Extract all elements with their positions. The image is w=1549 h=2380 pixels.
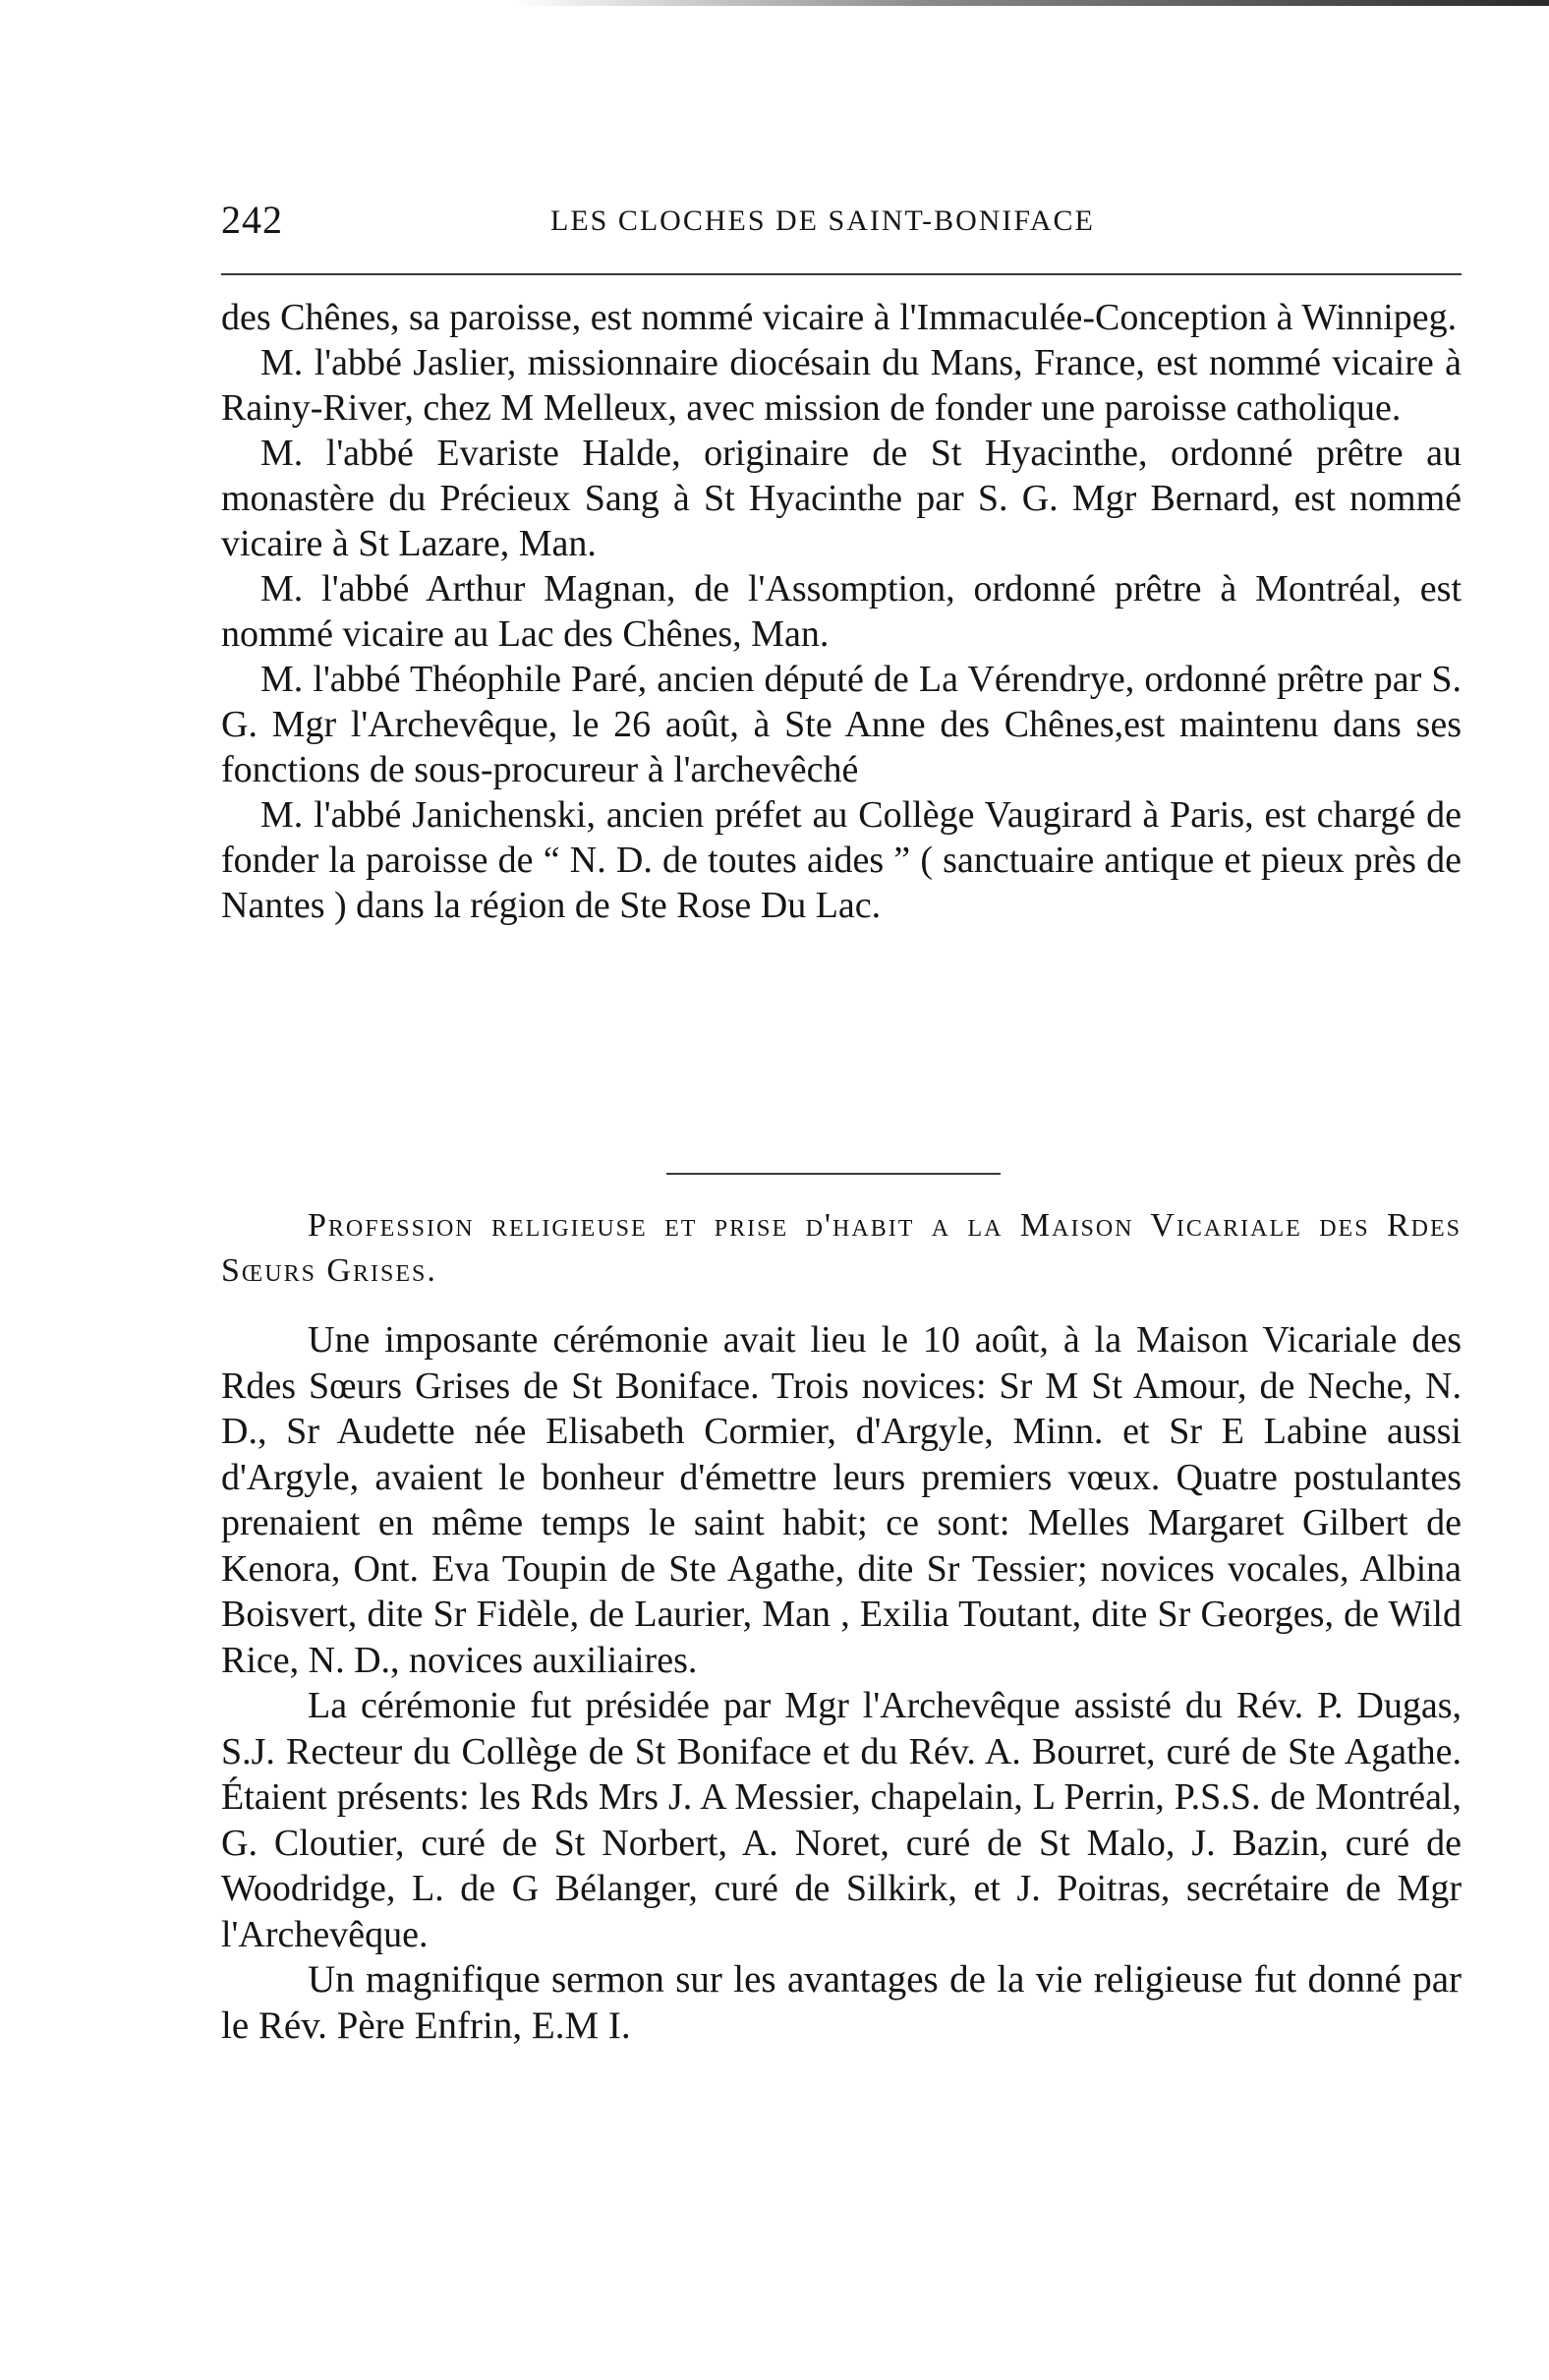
paragraph: M. l'abbé Janichenski, ancien préfet au Collège Vaugirard à Paris, est chargé de fonder la paroisse de “ N. D. de toutes aides ” ( sanctuaire antique et pieux près de Nantes ) dans la région de Ste Rose Du Lac. bbox=[221, 794, 1462, 926]
running-head: LES CLOCHES DE SAINT-BONIFACE bbox=[550, 204, 1095, 237]
paragraph: M. l'abbé Evariste Halde, originaire de St Hyacinthe, ordonné prêtre au monastère du Précieux Sang à St Hyacinthe par S. G. Mgr Bernard, est nommé vicaire à St Lazare, Man. bbox=[221, 433, 1462, 564]
section-title: Profession religieuse et prise d'habit a la Maison Vicariale des Rdes Sœurs Grises. bbox=[221, 1207, 1462, 1289]
page-header bbox=[221, 197, 1462, 256]
header-rule bbox=[221, 273, 1462, 275]
paragraph: Une imposante cérémonie avait lieu le 10 août, à la Maison Vicariale des Rdes Sœurs Grises de St Boniface. Trois novices: Sr M St Amour, de Neche, N. D., Sr Audette née Elisabeth Cormier, d'Argyle, Minn. et Sr E Labine aussi d'Argyle, avaient le bonheur d'émettre leurs premiers vœux. Quatre postulantes prenaient en même temps le saint habit; ce sont: Melles Margaret Gilbert de Kenora, Ont. Eva Toupin de Ste Agathe, dite Sr Tessier; novices vocales, Albina Boisvert, dite Sr Fidèle, de Laurier, Man , Exilia Toutant, dite Sr Georges, de Wild Rice, N. D., novices auxiliaires. bbox=[221, 1319, 1462, 1681]
paragraph: Un magnifique sermon sur les avantages de la vie religieuse fut donné par le Rév. Père Enfrin, E.M I. bbox=[221, 1958, 1462, 2047]
section-body bbox=[221, 1317, 1462, 2049]
section-divider bbox=[666, 1173, 1001, 1175]
paragraph: M. l'abbé Jaslier, missionnaire diocésain du Mans, France, est nommé vicaire à Rainy-River, chez M Melleux, avec mission de fonder une paroisse catholique. bbox=[221, 342, 1462, 429]
paragraph: M. l'abbé Théophile Paré, ancien député de La Vérendrye, ordonné prêtre par S. G. Mgr l'Archevêque, le 26 août, à Ste Anne des Chênes,est maintenu dans ses fonctions de sous-procureur à l'archevêché bbox=[221, 659, 1462, 790]
top-edge-rule bbox=[511, 0, 1549, 6]
appointments-text bbox=[221, 295, 1462, 928]
paragraph: des Chênes, sa paroisse, est nommé vicaire à l'Immaculée-Conception à Winnipeg. bbox=[221, 297, 1458, 338]
page-number: 242 bbox=[221, 198, 283, 242]
paragraph: La cérémonie fut présidée par Mgr l'Archevêque assisté du Rév. P. Dugas, S.J. Recteur du Collège de St Boniface et du Rév. A. Bourret, curé de Ste Agathe. Étaient présents: les Rds Mrs J. A Messier, chapelain, L Perrin, P.S.S. de Montréal, G. Cloutier, curé de St Norbert, A. Noret, curé de St Malo, J. Bazin, curé de Woodridge, L. de G Bélanger, curé de Silkirk, et J. Poitras, secrétaire de Mgr l'Archevêque. bbox=[221, 1685, 1462, 1955]
paragraph: M. l'abbé Arthur Magnan, de l'Assomption, ordonné prêtre à Montréal, est nommé vicaire au Lac des Chênes, Man. bbox=[221, 568, 1462, 655]
